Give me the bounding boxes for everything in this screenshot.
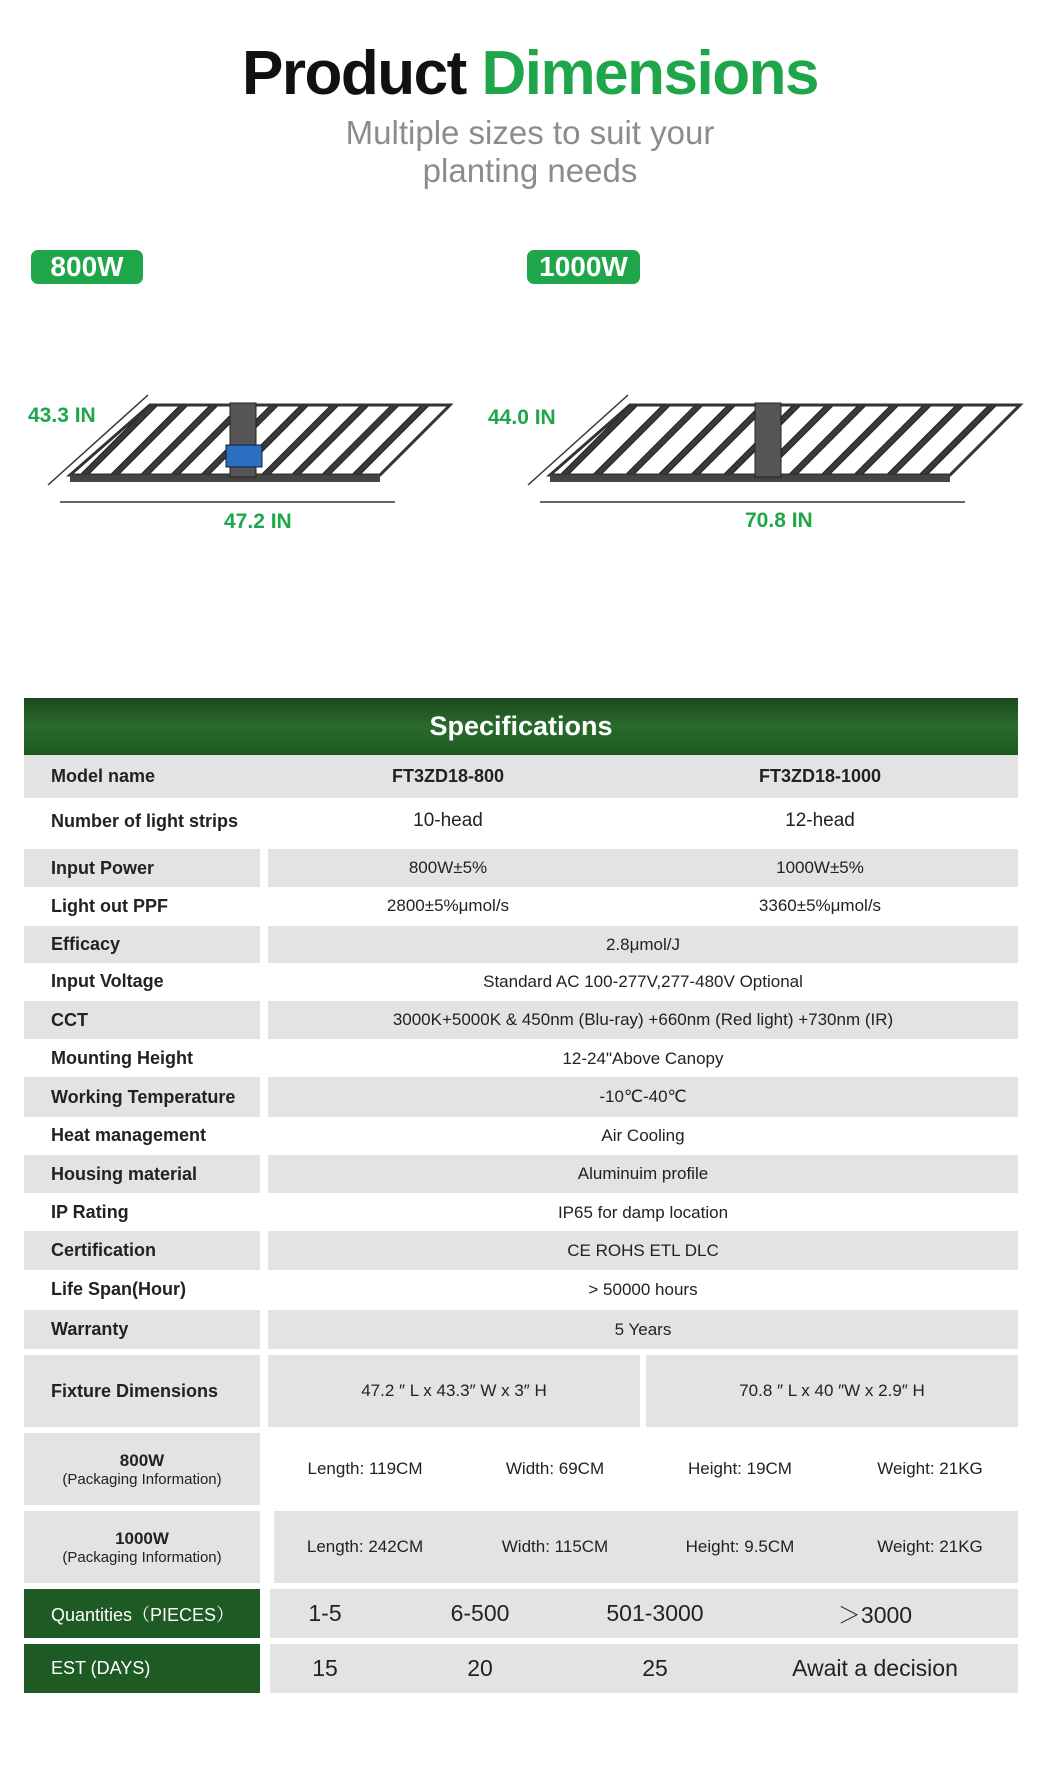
specifications-header: Specifications	[24, 698, 1018, 757]
spec-value-1000w: 3360±5%μmol/s	[758, 896, 882, 915]
badge-800w: 800W	[31, 250, 143, 284]
packaging-label	[24, 1433, 260, 1505]
spec-value: 5 Years	[268, 1310, 1018, 1349]
packaging-value: Weight: 21KG	[877, 1537, 983, 1556]
light-1000w-image	[520, 380, 1030, 510]
spec-value-1000w: FT3ZD18-1000	[758, 766, 882, 786]
spec-label: Life Span(Hour)	[51, 1279, 186, 1299]
est-label: EST (DAYS)	[24, 1644, 260, 1693]
badge-1000w: 1000W	[527, 250, 640, 284]
driver-box	[755, 403, 781, 477]
est-value: 20	[467, 1655, 493, 1681]
light-strip	[560, 405, 638, 475]
quantities-value: ＞3000	[837, 1602, 913, 1628]
spec-label: Fixture Dimensions	[24, 1355, 260, 1427]
width-800w: 47.2 IN	[224, 510, 292, 533]
spec-value: 2.8μmol/J	[268, 926, 1018, 963]
spec-value-1000w: 1000W±5%	[776, 858, 864, 877]
spec-value: > 50000 hours	[588, 1279, 698, 1299]
spec-value: IP65 for damp location	[557, 1202, 729, 1222]
light-strip	[854, 405, 932, 475]
light-strip	[625, 405, 703, 475]
light-strip	[658, 405, 736, 475]
depth-1000w: 44.0 IN	[488, 406, 556, 429]
light-800w-image	[40, 380, 470, 510]
spec-label: Input Power	[24, 849, 260, 887]
spec-value: CE ROHS ETL DLC	[268, 1231, 1018, 1270]
light-strip	[886, 405, 964, 475]
packaging-value: Width: 69CM	[505, 1459, 605, 1478]
controller-panel	[226, 445, 262, 467]
width-1000w: 70.8 IN	[745, 509, 813, 532]
light-strip	[821, 405, 899, 475]
spec-label: Housing material	[24, 1155, 260, 1193]
frame-bar	[70, 475, 380, 482]
spec-label: Model name	[51, 766, 156, 786]
est-value: 25	[642, 1655, 668, 1681]
quantities-value: 501-3000	[606, 1600, 704, 1626]
packaging-value: Length: 242CM	[306, 1537, 424, 1556]
spec-value-800w: 2800±5%μmol/s	[386, 896, 510, 915]
spec-label: Input Voltage	[51, 971, 164, 991]
depth-800w: 43.3 IN	[28, 404, 96, 427]
spec-value-800w: 47.2 ″ L x 43.3″ W x 3″ H	[268, 1355, 640, 1427]
spec-value: Aluminuim profile	[268, 1155, 1018, 1193]
quantities-value: 6-500	[450, 1600, 510, 1626]
packaging-subtitle: (Packaging Information)	[62, 1548, 222, 1566]
spec-value: 12-24"Above Canopy	[562, 1048, 724, 1068]
spec-value-800w: FT3ZD18-800	[391, 766, 505, 786]
spec-label: Warranty	[24, 1310, 260, 1349]
est-value: Await a decision	[792, 1655, 958, 1681]
spec-label: IP Rating	[51, 1202, 129, 1222]
spec-value: Standard AC 100-277V,277-480V Optional	[483, 971, 803, 991]
spec-value-1000w: 12-head	[785, 810, 855, 831]
packaging-value: Weight: 21KG	[877, 1459, 983, 1478]
spec-label: Light out PPF	[51, 895, 168, 916]
spec-label: Certification	[24, 1231, 260, 1270]
spec-value: -10℃-40℃	[268, 1077, 1018, 1117]
light-strip	[788, 405, 866, 475]
spec-label: Working Temperature	[24, 1077, 260, 1117]
spec-value-800w: 800W±5%	[408, 858, 488, 877]
title-part-1: Product	[242, 39, 466, 108]
title-part-2: Dimensions	[481, 39, 818, 108]
packaging-label	[24, 1511, 260, 1583]
packaging-value: Height: 19CM	[688, 1459, 792, 1478]
spec-label: Number of light strips	[51, 810, 239, 831]
spec-value-800w: 10-head	[413, 810, 483, 831]
spec-label: Heat management	[51, 1125, 207, 1145]
quantities-value: 1-5	[308, 1600, 342, 1626]
packaging-title: 800W	[119, 1450, 165, 1470]
spec-label: Efficacy	[24, 926, 260, 963]
quantities-label: Quantities（PIECES）	[24, 1589, 260, 1638]
packaging-value: Height: 9.5CM	[685, 1537, 795, 1556]
spec-label: CCT	[24, 1001, 260, 1039]
est-value: 15	[312, 1655, 338, 1681]
spec-value: 3000K+5000K & 450nm (Blu-ray) +660nm (Red light) +730nm (IR)	[268, 1001, 1018, 1039]
spec-value-1000w: 70.8 ″ L x 40 ″W x 2.9″ H	[646, 1355, 1018, 1427]
spec-value: Air Cooling	[601, 1125, 685, 1145]
packaging-subtitle: (Packaging Information)	[62, 1470, 222, 1488]
packaging-value: Width: 115CM	[501, 1537, 609, 1556]
spec-label: Mounting Height	[51, 1048, 193, 1068]
subtitle-line-1: Multiple sizes to suit your	[345, 114, 715, 151]
packaging-value: Length: 119CM	[307, 1459, 423, 1478]
page-title	[0, 38, 1060, 109]
frame-bar	[550, 475, 950, 482]
packaging-title: 1000W	[115, 1528, 169, 1548]
subtitle-line-2: planting needs	[422, 152, 638, 189]
